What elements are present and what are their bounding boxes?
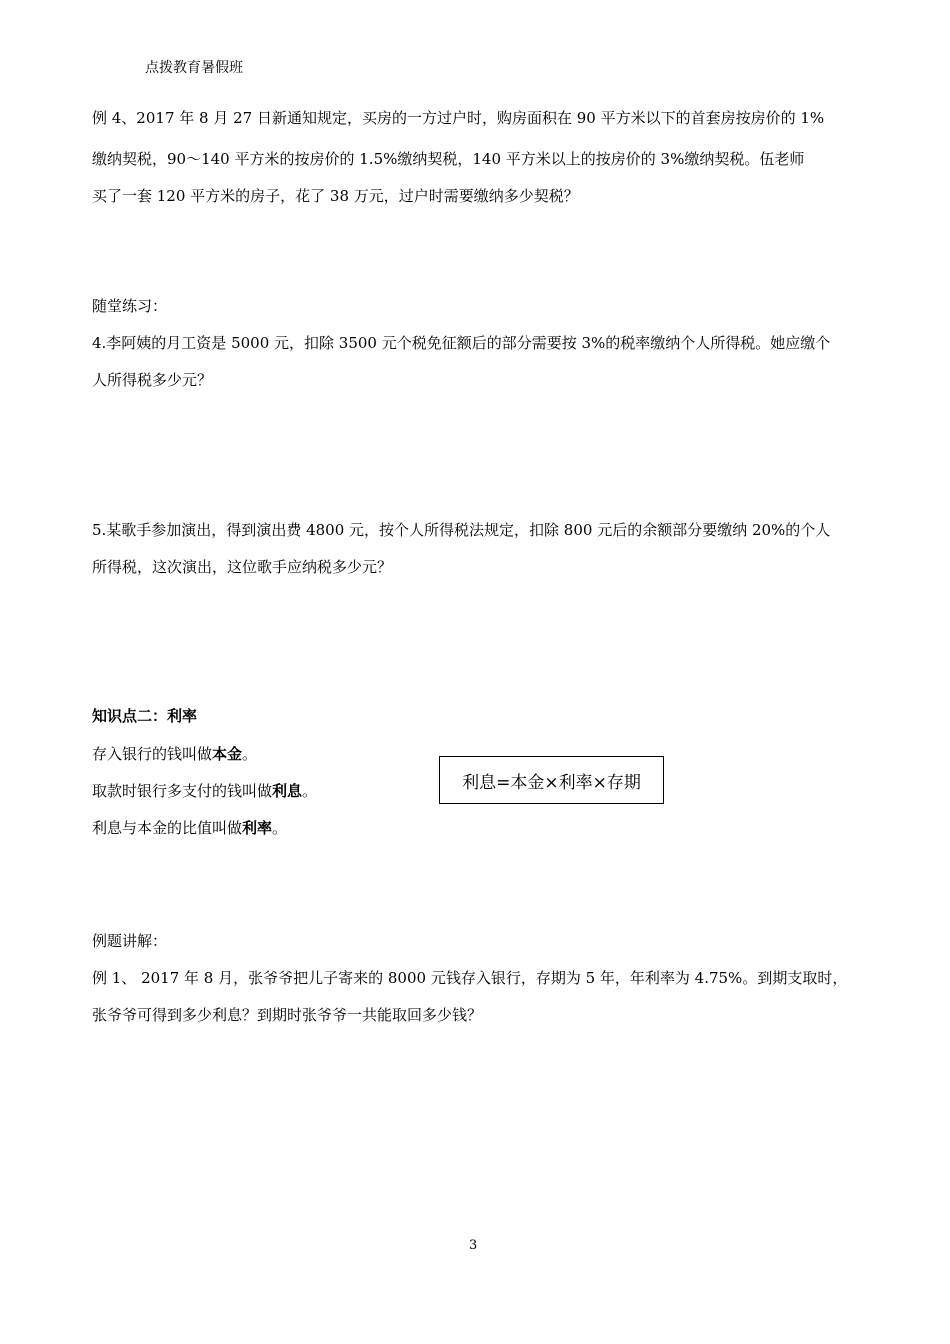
interest-formula: 利息=本金×利率×存期 — [462, 772, 641, 793]
definition-text: 取款时银行多支付的钱叫做 — [92, 782, 273, 800]
definition-punct: 。 — [302, 782, 318, 800]
definition-principal — [92, 744, 257, 764]
definition-punct: 。 — [272, 819, 288, 837]
example4-line-1: 例 4、2017 年 8 月 27 日新通知规定，买房的一方过户时，购房面积在 90 平方米以下的首套房按房价的 1% — [92, 109, 825, 127]
definition-rate — [92, 818, 287, 838]
term-rate: 利率 — [242, 819, 273, 837]
practice-heading: 随堂练习： — [92, 297, 168, 315]
example4-line-3: 买了一套 120 平方米的房子，花了 38 万元，过户时需要缴纳多少契税？ — [92, 187, 579, 205]
page-header: 点拨教育暑假班 — [145, 60, 243, 76]
term-principal: 本金 — [212, 745, 243, 763]
definition-text: 利息与本金的比值叫做 — [92, 819, 243, 837]
example1-line-2: 张爷爷可得到多少利息？到期时张爷爷一共能取回多少钱？ — [92, 1006, 483, 1024]
interest-formula-box — [439, 756, 664, 804]
practice-q5-line-2: 所得税，这次演出，这位歌手应纳税多少元？ — [92, 558, 393, 576]
practice-q5-line-1: 5.某歌手参加演出，得到演出费 4800 元，按个人所得税法规定，扣除 800 元后的余额部分要缴纳 20%的个人 — [92, 521, 831, 539]
practice-q4-line-1: 4.李阿姨的月工资是 5000 元，扣除 3500 元个税免征额后的部分需要按 3%的税率缴纳个人所得税。她应缴个 — [92, 334, 831, 352]
example4-line-2: 缴纳契税，90～140 平方米的按房价的 1.5%缴纳契税，140 平方米以上的按房价的 3%缴纳契税。伍老师 — [92, 150, 805, 168]
term-interest: 利息 — [272, 782, 303, 800]
practice-q4-line-2: 人所得税多少元？ — [92, 371, 213, 389]
definition-text: 存入银行的钱叫做 — [92, 745, 213, 763]
examples-heading: 例题讲解： — [92, 932, 168, 950]
definition-interest — [92, 781, 317, 801]
example1-line-1: 例 1、 2017 年 8 月，张爷爷把儿子寄来的 8000 元钱存入银行，存期为 5 年，年利率为 4.75%。到期支取时， — [92, 969, 848, 987]
page-number: 3 — [469, 1238, 478, 1253]
knowledge-heading: 知识点二：利率 — [92, 707, 198, 725]
definition-punct: 。 — [242, 745, 258, 763]
